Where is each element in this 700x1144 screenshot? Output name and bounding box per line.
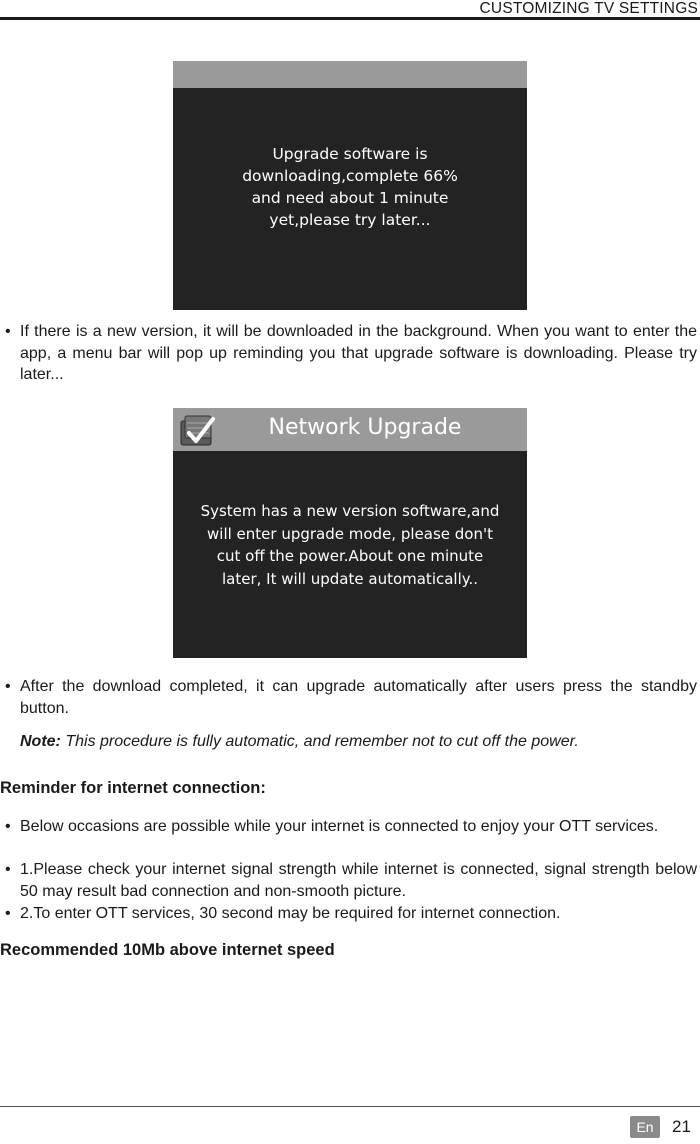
header-divider <box>0 17 700 20</box>
note <box>20 733 579 751</box>
screen-title-bar <box>173 61 527 88</box>
note-label: Note: <box>20 733 61 750</box>
language-badge: En <box>630 1116 660 1138</box>
reminder-item: • Below occasions are possible while your internet is connected to enjoy your OTT services. <box>20 816 697 838</box>
auto-upgrade-paragraph: • After the download completed, it can upgrade automatically after users press the standby button. <box>20 676 697 719</box>
reminder-item: • 2.To enter OTT services, 30 second may be required for internet connection. <box>20 903 697 925</box>
reminder-item: • 1.Please check your internet signal strength while internet is connected, signal strength below 50 may result bad connection and non-smooth picture. <box>20 859 697 902</box>
footer-divider <box>0 1106 700 1107</box>
recommended-speed: Recommended 10Mb above internet speed <box>0 941 335 959</box>
network-upgrade-screenshot <box>173 408 527 658</box>
note-text: This procedure is fully automatic, and remember not to cut off the power. <box>60 733 579 750</box>
network-upgrade-message: System has a new version software,and will enter upgrade mode, please don't cut off the power.About one minute later, It will update automatically.. <box>200 502 500 588</box>
page-header-title: CUSTOMIZING TV SETTINGS <box>479 0 698 17</box>
network-upgrade-title-bar <box>173 408 527 451</box>
page-number: 21 <box>672 1117 691 1136</box>
network-upgrade-title: Network Upgrade <box>268 415 462 440</box>
download-progress-screenshot <box>173 61 527 310</box>
download-progress-message: Upgrade software is downloading,complete 66% and need about 1 minute yet,please try later... <box>242 145 458 229</box>
background-download-paragraph: • If there is a new version, it will be downloaded in the background. When you want to enter the app, a menu bar will pop up reminding you that upgrade software is downloading. Please try later... <box>20 321 697 386</box>
reminder-heading: Reminder for internet connection: <box>0 779 266 797</box>
